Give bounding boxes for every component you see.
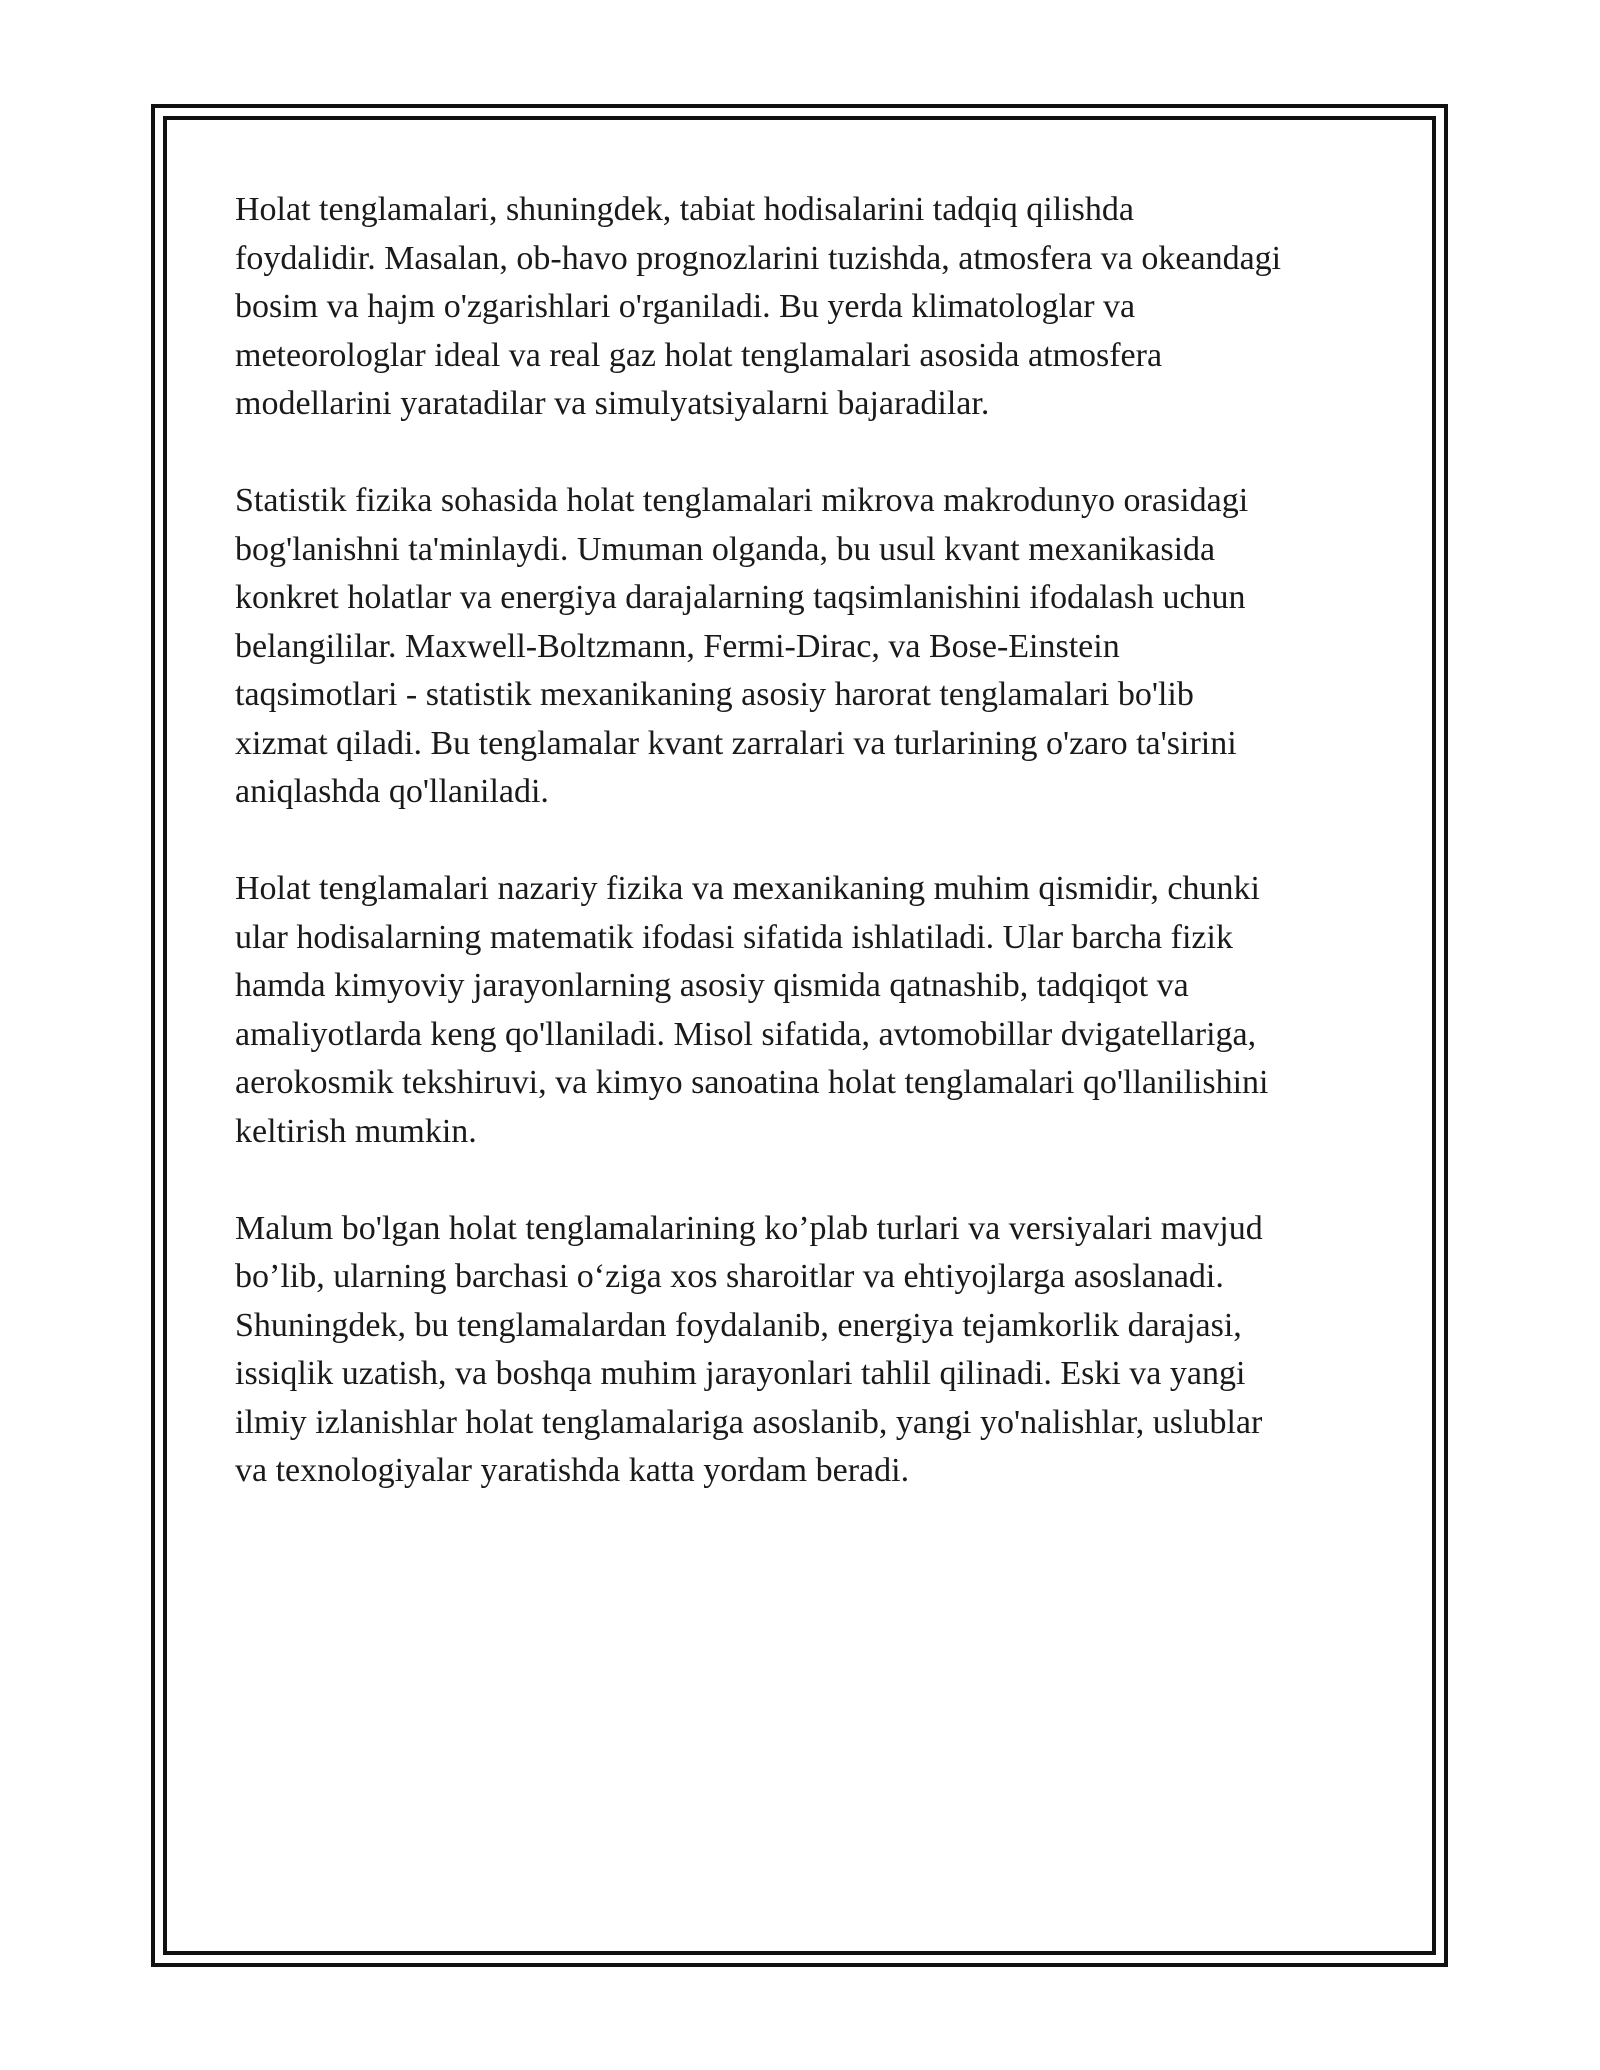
text-line: va texnologiyalar yaratishda katta yordam beradi.	[235, 1452, 910, 1489]
text-line: Statistik fizika sohasida holat tenglamalari mikrova makrodunyo orasidagi	[235, 482, 1249, 519]
text-line: belangililar. Maxwell-Boltzmann, Fermi-Dirac, va Bose-Einstein	[235, 627, 1120, 665]
document-body	[235, 186, 1385, 1544]
text-line: hamda kimyoviy jarayonlarning asosiy qismida qatnashib, tadqiqot va	[235, 967, 1189, 1004]
paragraph-2	[235, 477, 1385, 817]
text-line: xizmat qiladi. Bu tenglamalar kvant zarralari va turlarining o'zaro ta'sirini	[235, 724, 1237, 762]
text-line: ilmiy izlanishlar holat tenglamalariga asoslanib, yangi yo'nalishlar, uslublar	[235, 1403, 1263, 1441]
paragraph-3	[235, 865, 1385, 1156]
text-line: bo’lib, ularning barchasi o‘ziga xos sharoitlar va ehtiyojlarga asoslanadi.	[235, 1258, 1224, 1295]
text-line: konkret holatlar va energiya darajalarning taqsimlanishini ifodalash uchun	[235, 579, 1246, 616]
text-line: issiqlik uzatish, va boshqa muhim jarayonlari tahlil qilinadi. Eski va yangi	[235, 1355, 1246, 1392]
text-line: Holat tenglamalari nazariy fizika va mexanikaning muhim qismidir, chunki	[235, 870, 1260, 907]
text-line: bosim va hajm o'zgarishlari o'rganiladi. Bu yerda klimatologlar va	[235, 288, 1136, 325]
text-line: amaliyotlarda keng qo'llaniladi. Misol sifatida, avtomobillar dvigatellariga,	[235, 1015, 1257, 1053]
text-line: taqsimotlari - statistik mexanikaning asosiy harorat tenglamalari bo'lib	[235, 676, 1194, 713]
text-line: Holat tenglamalari, shuningdek, tabiat hodisalarini tadqiq qilishda	[235, 191, 1134, 228]
text-line: aniqlashda qo'llaniladi.	[235, 773, 549, 810]
text-line: foydalidir. Masalan, ob-havo prognozlarini tuzishda, atmosfera va okeandagi	[235, 239, 1282, 277]
text-line: aerokosmik tekshiruvi, va kimyo sanoatina holat tenglamalari qo'llanilishini	[235, 1064, 1269, 1101]
text-line: ular hodisalarning matematik ifodasi sifatida ishlatiladi. Ular barcha fizik	[235, 918, 1233, 956]
text-line: meteorologlar ideal va real gaz holat tenglamalari asosida atmosfera	[235, 336, 1163, 374]
text-line: Shuningdek, bu tenglamalardan foydalanib, energiya tejamkorlik darajasi,	[235, 1306, 1242, 1344]
text-line: Malum bo'lgan holat tenglamalarining ko’plab turlari va versiyalari mavjud	[235, 1209, 1263, 1247]
paragraph-4	[235, 1205, 1385, 1496]
text-line: keltirish mumkin.	[235, 1112, 477, 1150]
text-line: modellarini yaratadilar va simulyatsiyalarni bajaradilar.	[235, 385, 990, 422]
text-line: bog'lanishni ta'minlaydi. Umuman olganda, bu usul kvant mexanikasida	[235, 530, 1216, 568]
paragraph-1	[235, 186, 1385, 429]
